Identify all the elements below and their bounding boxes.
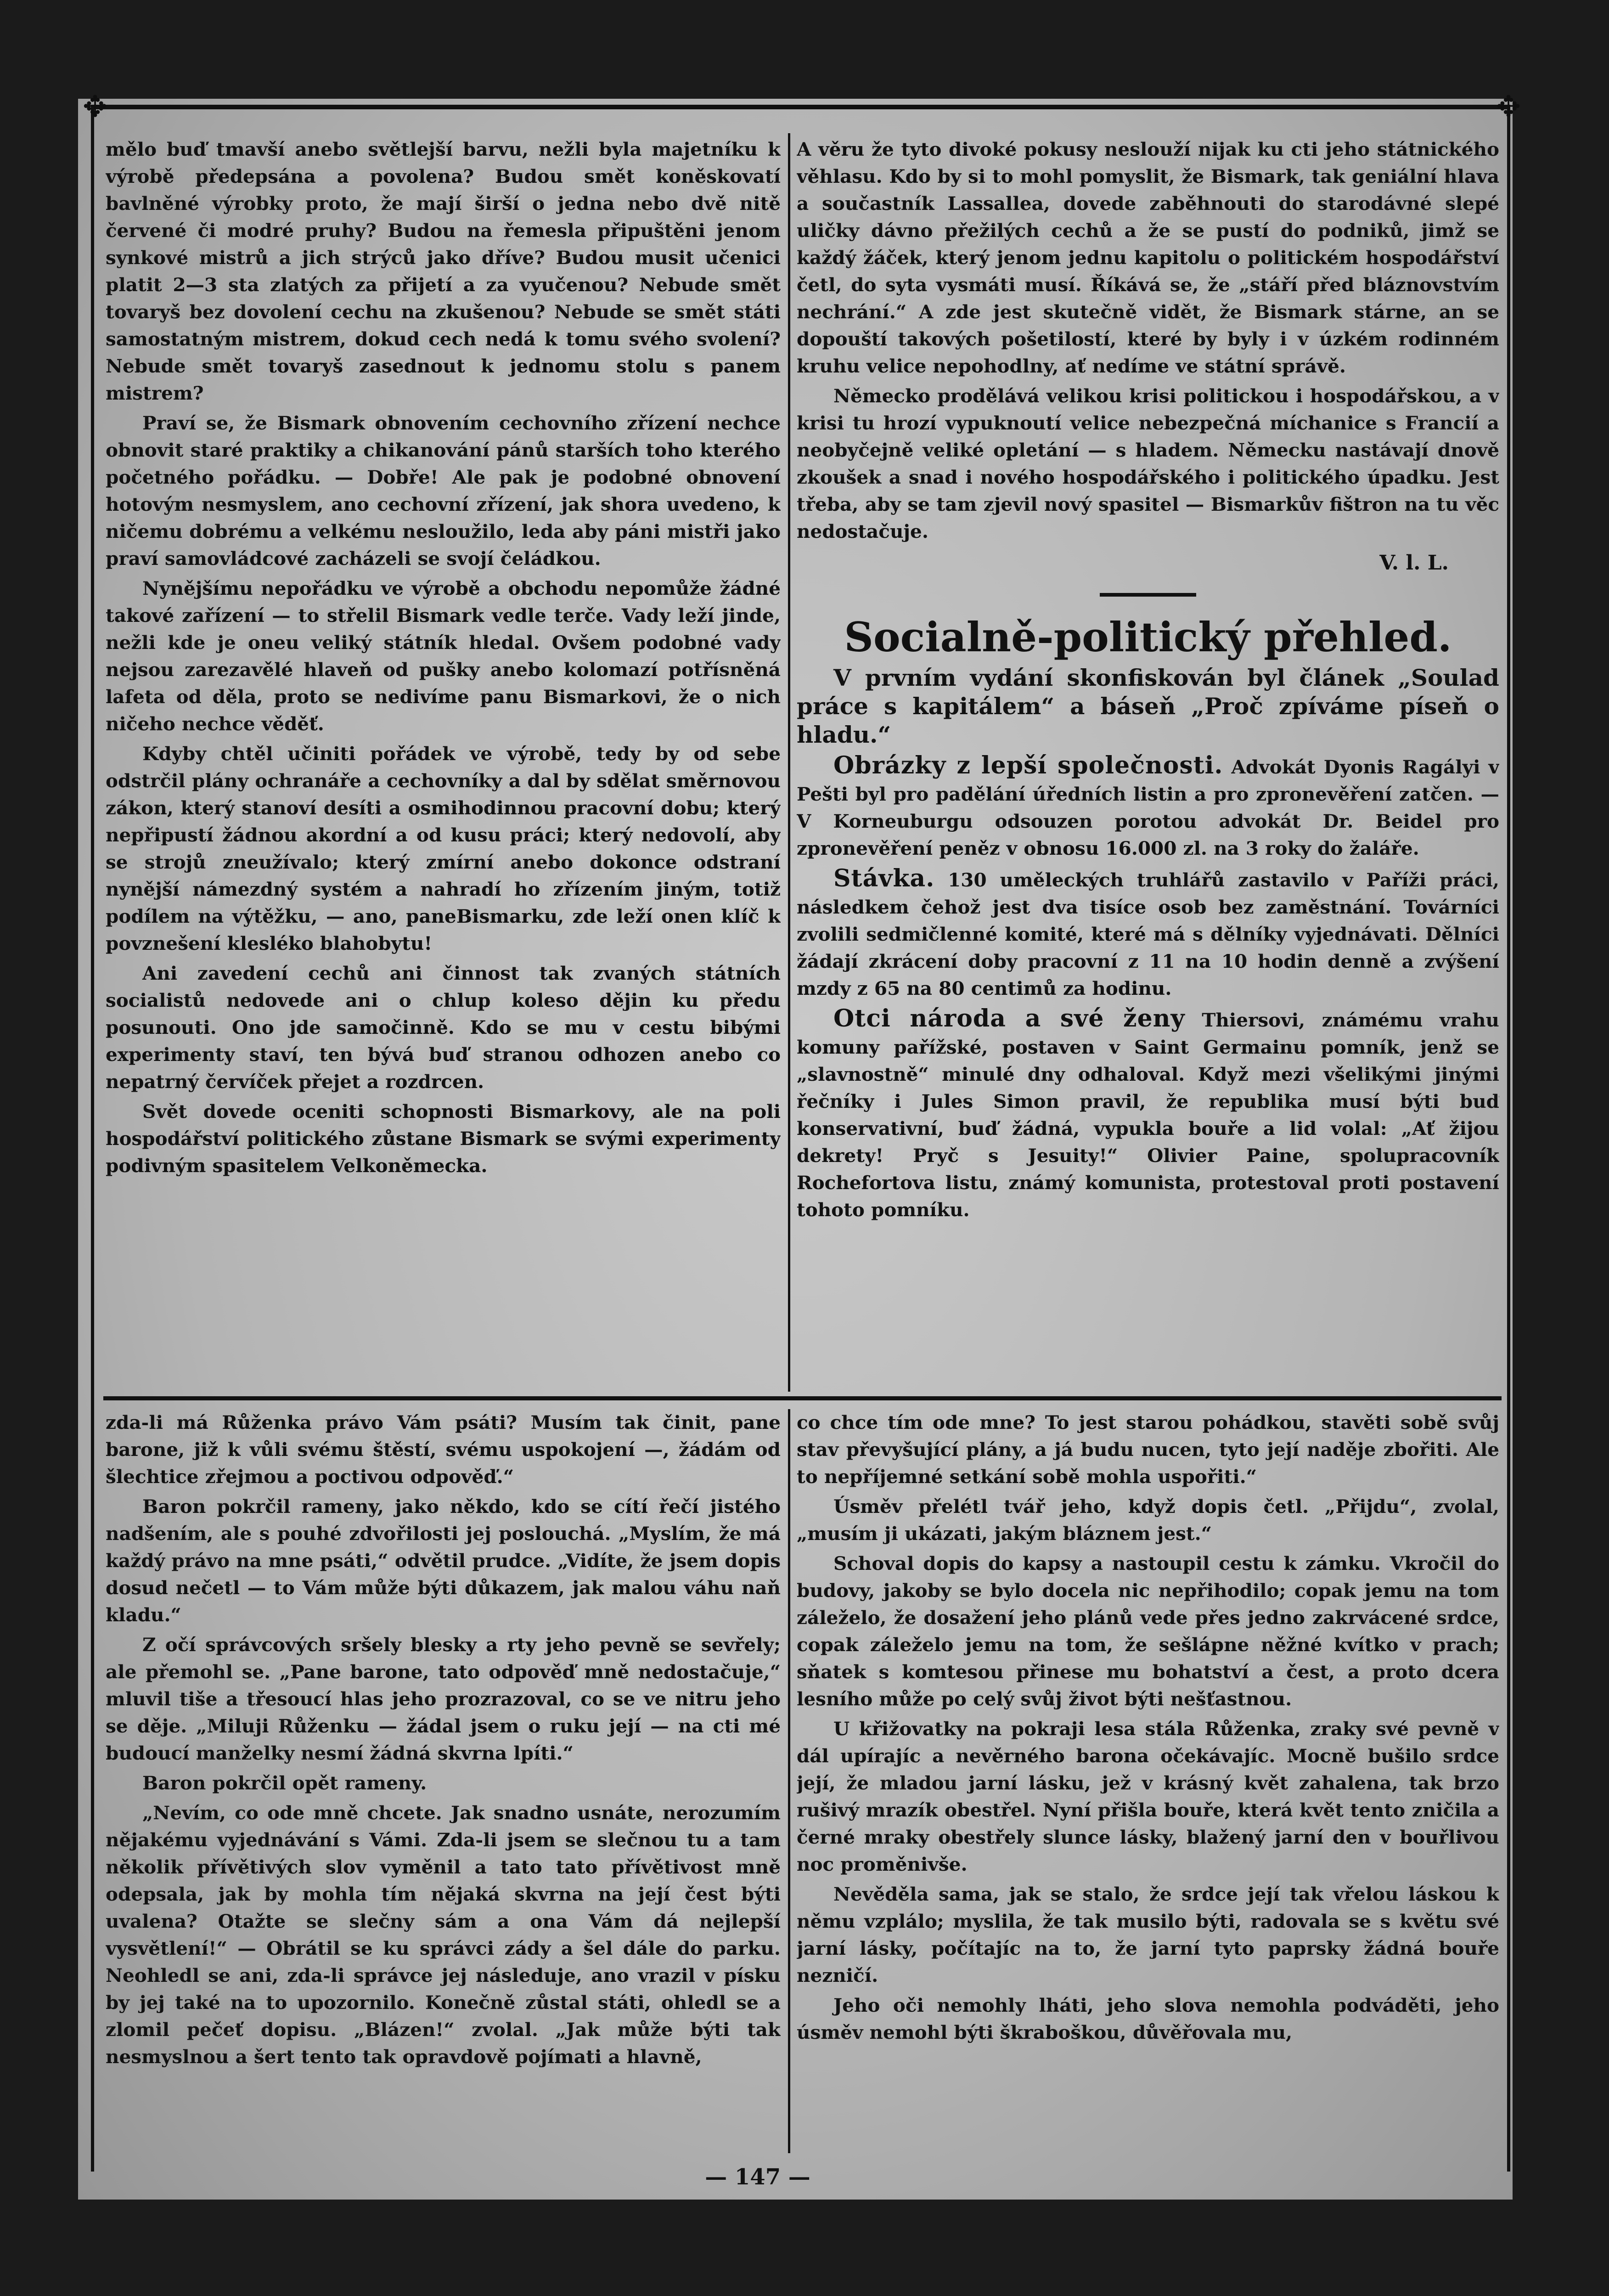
section-separator-rule	[103, 1396, 1502, 1400]
column-divider-bottom	[788, 1409, 790, 2153]
article-paragraph: mělo buď tmavší anebo světlejší barvu, nežli byla majetníku k výrobě předepsána a povolena? Budou smět koněskovatí bavlněné výrobky proto, že mají širší o jedna nebo dvě nitě červené či modré pruhy? Budou na řemesla připuštěni jenom synkové mistrů a jich strýců jako dříve? Budou musit učenici platit 2—3 sta zlatých za přijetí a za vyučenou? Nebude smět tovaryš bez dovolení cechu na zkušenou? Nebude se smět státi samostatným mistrem, dokud cech nedá k tomu svého svolení? Nebude smět tovaryš zasednout k jednomu stolu s panem mistrem?	[106, 138, 781, 404]
frame-top-rule	[92, 105, 1508, 109]
news-item	[797, 865, 1499, 1002]
article-paragraph: Ani zavedení cechů ani činnost tak zvaných státních socialistů nedovede ani o chlup koleso dějin ku předu posunouti. Ono jde samočinně. Kdo se mu v cestu bibými experimenty staví, ten bývá buď stranou odhozen anebo co nepatrný červíček přejet a rozdrcen.	[106, 962, 781, 1093]
scan-border-bottom	[0, 2200, 1609, 2296]
news-item-text: Advokát Dyonis Ragályi v Pešti byl pro padělání úředních listin a pro zpronevěření zatčen. — V Korneuburgu odsouzen porotou advokát Dr. Beidel pro zpronevěření peněz v obnosu 16.000 zl. na 3 roky do žaláře.	[797, 756, 1499, 859]
scan-border-left	[0, 0, 78, 2296]
feuilleton-paragraph: Nevěděla sama, jak se stalo, že srdce její tak vřelou láskou k němu vzplálo; myslila, že tak musilo býti, radovala se s květu své jarní lásky, počítajíc na to, že jarní tyto paprsky žádná bouře nezničí.	[797, 1883, 1499, 1986]
frame-right-rule	[1507, 105, 1510, 2172]
article-left-column	[106, 136, 781, 1385]
article-paragraph: A věru že tyto divoké pokusy neslouží nijak ku cti jeho státnického věhlasu. Kdo by si to mohl pomyslit, že Bismark, tak geniální hlava a součastník Lassallea, dovede zaběhnouti do starodávné slepé uličky dávno přežilých cechů a že se pustí do podniků, jimž se každý žáček, který jenom jednu kapitolu o politickém hospodářství četl, do syta vysmáti musí. Říkává se, že „stáří před bláznovstvím nechrání.“ A zde jest skutečně vidět, že Bismark stárne, an se dopouští takových pošetilostí, které by byly i v úzkém rodinném kruhu velice nepohodlny, ať nedíme ve státní správě.	[797, 138, 1499, 377]
feuilleton-paragraph: Z očí správcových sršely blesky a rty jeho pevně se sevřely; ale přemohl se. „Pane barone, tato odpověď mně nedostačuje,“ mluvil tiše a třesoucí hlas jeho prozrazoval, co se ve nitru jeho se děje. „Miluji Růženku — žádal jsem o ruku její — na cti mé budoucí manželky nesmí žádná skvrna lpíti.“	[106, 1634, 781, 1764]
column-divider-top	[788, 133, 790, 1392]
news-item	[797, 752, 1499, 862]
article-right-column	[797, 136, 1499, 1385]
feuilleton-left-column	[106, 1409, 781, 2158]
feuilleton-paragraph: „Nevím, co ode mně chcete. Jak snadno usnáte, nerozumím nějakému vyjednávání s Vámi. Zda-li jsem se slečnou tu a tam několik přívětivých slov vyměnil a tato tato přívětivost mně odepsala, jak by mohla tím nějaká skvrna na její čest býti uvalena? Otažte se slečny sám a ona Vám dá nejlepší vysvětlení!“ — Obrátil se ku správci zády a šel dále do parku. Neohledl se ani, zda-li správce jej následuje, ano vrazil v písku by jej také na to upozornilo. Konečně zůstal státi, ohledl se a zlomil pečeť dopisu. „Blázen!“ zvolal. „Jak může býti tak nesmyslnou a šert tento tak opravdově pojímati a hlavně,	[106, 1802, 781, 2068]
article-signature: V. l. L.	[1379, 551, 1449, 575]
news-item-text: Thiersovi, známému vrahu komuny pařížské, postaven v Saint Germainu pomník, jenž se „slavnostně“ minulé dny odhaloval. Když mezi všelikými jinými řečníky i Jules Simon pravil, že republika musí býti buď konservativní, buď žádná, vypukla bouře a lid volal: „Ať žijou dekrety! Pryč s Jesuity!“ Olivier Paine, spolupracovník Rochefortova listu, známý komunista, protestoval proti postavení tohoto pomníku.	[797, 1009, 1499, 1221]
section-divider-rule	[1100, 593, 1196, 597]
article-paragraph: Svět dovede oceniti schopnosti Bismarkovy, ale na poli hospodářství politického zůstane Bismark se svými experimenty podivným spasitelem Velkoněmecka.	[106, 1100, 781, 1177]
frame-left-rule	[91, 105, 94, 2172]
news-item-heading: Otci národa a své ženy	[833, 1004, 1185, 1032]
news-item	[797, 1005, 1499, 1224]
page-number: — 147 —	[705, 2164, 810, 2190]
feuilleton-paragraph: U křižovatky na pokraji lesa stála Růženka, zraky své pevně v dál upírajíc a nevěrného barona očekávajíc. Mocně bušilo srdce její, že mladou jarní lásku, jež v krásný květ zahalena, tak brzo rušivý mrazík obestřel. Nyní přišla bouře, která květ tento zničila a černé mraky obestřely slunce lásky, blažený jarní den v bouřlivou noc proměnivše.	[797, 1718, 1499, 1875]
article-paragraph: Nynějšímu nepořádku ve výrobě a obchodu nepomůže žádné takové zařízení — to střelil Bismark vedle terče. Vady leží jinde, nežli kde je oneu veliký státník hledal. Ovšem podobné vady nejsou zarezavělé hlaveň od pušky anebo kolomazí potřísněná lafeta od děla, proto se nedivíme panu Bismarkovi, že o nich ničeho nechce věděť.	[106, 577, 781, 735]
feuilleton-paragraph: co chce tím ode mne? To jest starou pohádkou, stavěti sobě svůj stav převyšující plány, a já budu nucen, tyto její naděje zbořiti. Ale to nepříjemné setkání sobě mohla uspořiti.“	[797, 1411, 1499, 1488]
feuilleton-paragraph: Baron pokrčil opět rameny.	[142, 1772, 427, 1794]
news-item-text: 130 uměleckých truhlářů zastavilo v Paříži práci, následkem čehož jest dva tisíce osob bez zaměstnání. Továrníci zvolili sedmičlenné komité, které má s dělníky vyjednávati. Dělníci žádají zkrácení doby pracovní z 11 na 10 hodin denně a zvýšení mzdy z 65 na 80 centimů za hodinu.	[797, 869, 1499, 999]
feuilleton-right-column	[797, 1409, 1499, 2158]
feuilleton-paragraph: Baron pokrčil rameny, jako někdo, kdo se cítí řečí jistého nadšením, ale s pouhé zdvořilosti jej poslouchá. „Myslím, že má každý právo na mne psáti,“ odvětil prudce. „Vidíte, že jsem dopis dosud nečetl — to Vám může býti důkazem, jak malou váhu naň kladu.“	[106, 1495, 781, 1626]
feuilleton-paragraph: Schoval dopis do kapsy a nastoupil cestu k zámku. Vkročil do budovy, jakoby se bylo docela nic nepřihodilo; copak jemu na tom záleželo, že dosažení jeho plánů vede přes jedno zakrvácené srdce, copak záleželo jemu na tom, že sešlápne něžné kvítko v prach; sňatek s komtesou přinese mu bohatství a čest, a proto dcera lesního může po celý svůj život býti nešťastnou.	[797, 1552, 1499, 1710]
article-paragraph: Německo prodělává velikou krisi politickou i hospodářskou, a v krisi tu hrozí vypuknoutí velice nebezpečná míchanice s Francií a neobyčejně veliké opletání — s hladem. Německu nastávají dnově zkoušek a snad i nového hospodářského i politického úpadku. Jest třeba, aby se tam zjevil nový spasitel — Bismarkův fištron na tu věc nedostačuje.	[797, 385, 1499, 542]
news-item-heading: Obrázky z lepší společnosti.	[833, 751, 1223, 779]
feuilleton-paragraph: Jeho oči nemohly lháti, jeho slova nemohla podváděti, jeho úsměv nemohl býti škraboškou, důvěřovala mu,	[797, 1994, 1499, 2043]
confiscation-notice: V prvním vydání skonfiskován byl článek „Soulad práce s kapitálem“ a báseň „Proč zpíváme píseň o hladu.“	[797, 664, 1499, 748]
news-item-heading: Stávka.	[833, 864, 935, 892]
corner-ornament-right-icon: ✥	[1496, 90, 1521, 124]
article-paragraph: Praví se, že Bismark obnovením cechovního zřízení nechce obnovit staré praktiky a chikanování pánů starších toho kterého početného pořádku. — Dobře! Ale pak je podobné obnovení hotovým nesmyslem, ano cechovní zřízení, jak shora uvedeno, k ničemu dobrému a velkému nesloužilo, leda aby páni mistři jako praví samovládcové zacházeli se svojí čeládkou.	[106, 412, 781, 570]
scan-border-right	[1513, 0, 1609, 2296]
scan-border-top	[0, 0, 1609, 99]
corner-ornament-left-icon: ✥	[83, 90, 107, 124]
section-title: Socialně-politický přehled.	[844, 613, 1452, 661]
feuilleton-paragraph: zda-li má Růženka právo Vám psáti? Musím tak činit, pane barone, již k vůli svému štěstí, svému uspokojení —, žádám od šlechtice zřejmou a poctivou odpověď.“	[106, 1411, 781, 1488]
feuilleton-paragraph: Úsměv přelétl tvář jeho, když dopis četl. „Přijdu“, zvolal, „musím ji ukázati, jakým bláznem jest.“	[797, 1495, 1499, 1545]
article-paragraph: Kdyby chtěl učiniti pořádek ve výrobě, tedy by od sebe odstrčil plány ochranáře a cechovníky a dal by sdělat směrnovou zákon, který stanoví desíti a osmihodinnou pracovní dobu; který nepřipustí žádnou akordní a od kusu práci; který nedovolí, aby se strojů zneužívalo; který zmírní anebo dokonce odstraní nynější námezdný systém a nahradí ho zřízením jiným, totiž podílem na výtěžku, — ano, paneBismarku, zde leží onen klíč k povznešení klesléko blahobytu!	[106, 743, 781, 954]
